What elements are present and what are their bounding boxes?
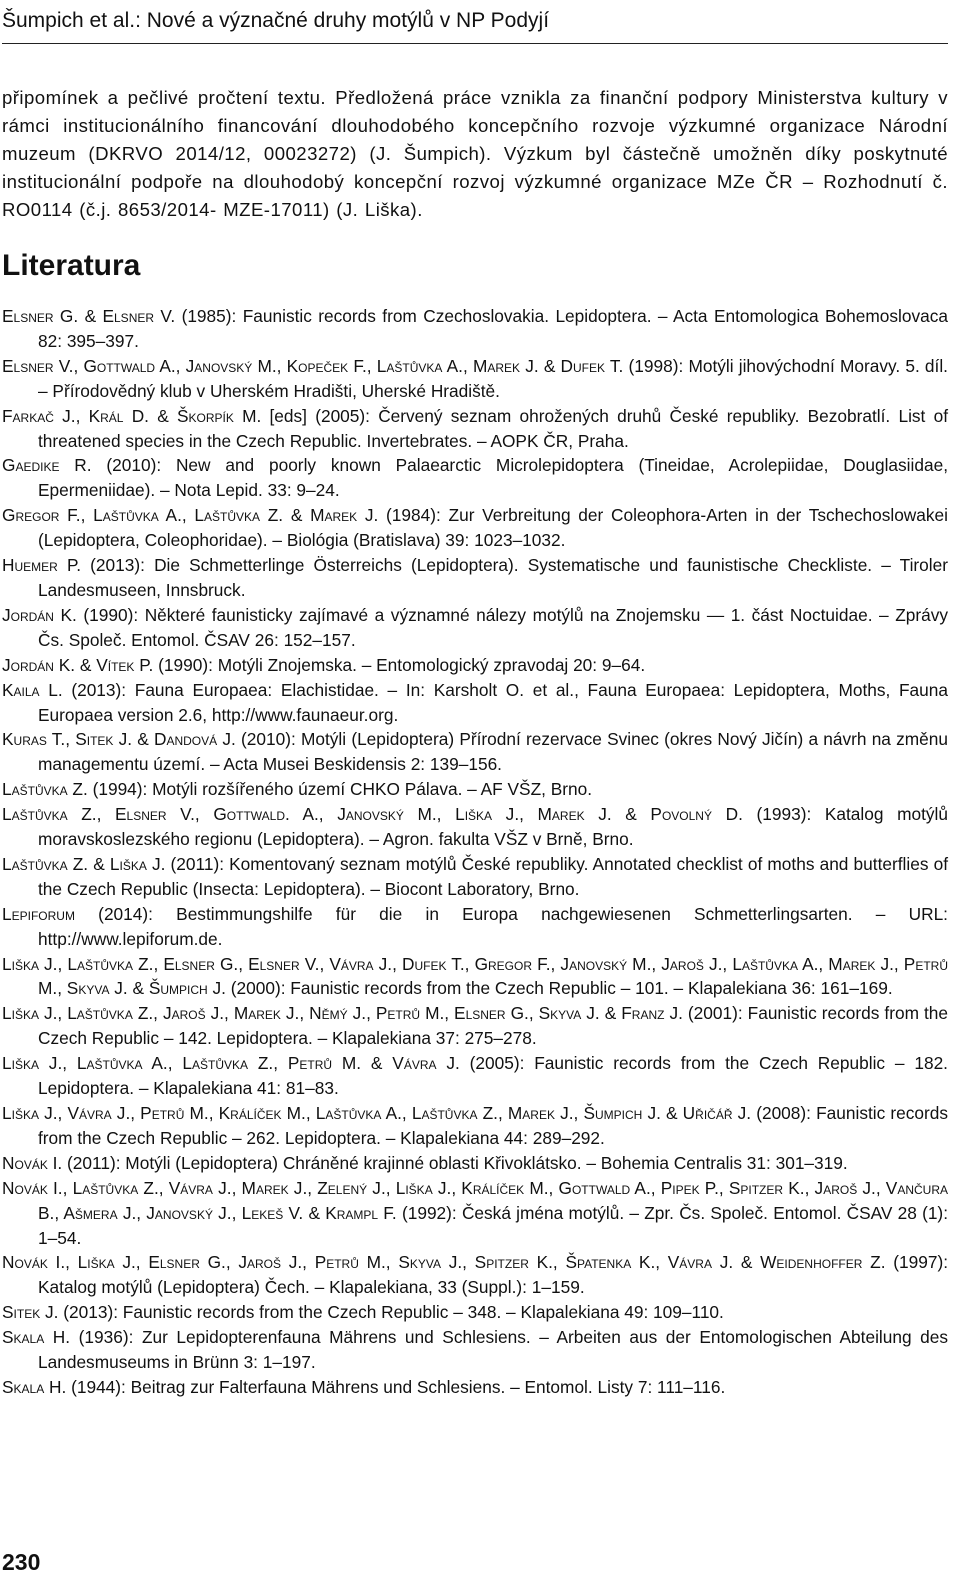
- reference-details: (1994): Motýli rozšířeného území CHKO Pálava. – AF VŠZ, Brno.: [87, 779, 593, 800]
- reference-details: [eds] (2005): Červený seznam ohrožených druhů České republiky. Bezobratlí. List of threatened species in the Czech Republic. Invertebrates. – AOPK ČR, Praha.: [38, 405, 949, 451]
- reference-details: (2008): Faunistic records from the Czech Republic – 262. Lepidoptera. – Klapalekiana 44: 289–292.: [38, 1103, 949, 1148]
- reference-entry: [2, 952, 948, 1002]
- reference-details: (2005): Faunistic records from the Czech Republic – 182. Lepidoptera. – Klapalekiana 41: 81–83.: [38, 1053, 948, 1099]
- reference-authors: Kaila L.: [2, 679, 63, 700]
- running-title: Šumpich et al.: Nové a význačné druhy motýlů v NP Podyjí: [2, 9, 550, 32]
- reference-details: (1990): Některé faunisticky zajímavé a významné nálezy motýlů na Znojemsku — 1. část Noctuidae. – Zprávy Čs. Společ. Entomol. ČSAV 26: 152–157.: [38, 604, 949, 650]
- reference-entry: [2, 553, 948, 603]
- reference-authors: Elsner G. & Elsner V.: [2, 306, 176, 326]
- reference-entry: [2, 1300, 948, 1325]
- reference-entry: [2, 727, 948, 777]
- reference-authors: Novák I.: [2, 1152, 63, 1173]
- reference-entry: [2, 1176, 948, 1251]
- reference-entry: [2, 902, 948, 952]
- reference-entry: [2, 852, 948, 902]
- reference-authors: Novák I., Liška J., Elsner G., Jaroš J., Petrů M., Skyva J., Spitzer K., Špatenka K., Vávra J. & Weidenhoffer Z.: [2, 1252, 886, 1273]
- reference-entry: [2, 678, 948, 728]
- reference-details: (2014): Bestimmungshilfe für die in Europa nachgewiesenen Schmetterlingsarten. – URL: http://www.lepiforum.de.: [38, 903, 948, 949]
- reference-details: (1985): Faunistic records from Czechoslovakia. Lepidoptera. – Acta Entomologica Bohemoslovaca 82: 395–397.: [38, 306, 948, 351]
- reference-details: (1936): Zur Lepidopterenfauna Mährens und Schlesiens. – Arbeiten aus der Entomologischen Abteilung des Landesmuseums in Brünn 3: 1–197.: [38, 1327, 949, 1373]
- reference-details: (2013): Faunistic records from the Czech Republic – 348. – Klapalekiana 49: 109–110.: [58, 1302, 724, 1323]
- reference-authors: Lepiforum: [2, 903, 75, 924]
- reference-details: (2010): Motýli (Lepidoptera) Přírodní rezervace Svinec (okres Nový Jičín) a návrh na změnu managementu území. – Acta Musei Beskidensis 2: 139–156.: [38, 729, 948, 775]
- reference-authors: Kuras T., Sitek J. & Dandová J.: [2, 729, 236, 750]
- reference-details: (2013): Die Schmetterlinge Österreichs (Lepidoptera). Systematische und faunistische Checkliste. – Tiroler Landesmuseen, Innsbruck.: [38, 555, 948, 600]
- reference-authors: Gaedike R.: [2, 455, 92, 476]
- reference-entry: [2, 1375, 948, 1400]
- reference-authors: Laštůvka Z., Elsner V., Gottwald. A., Janovský M., Liška J., Marek J. & Povolný D.: [2, 804, 743, 825]
- reference-details: (2010): New and poorly known Palaearctic Microlepidoptera (Tineidae, Acrolepiidae, Douglasiidae, Epermeniidae). – Nota Lepid. 33: 9–24.: [38, 455, 948, 501]
- reference-entry: [2, 1101, 948, 1151]
- reference-entry: [2, 802, 948, 852]
- reference-details: (2001): Faunistic records from the Czech Republic – 142. Lepidoptera. – Klapalekiana 37: 275–278.: [38, 1003, 948, 1049]
- reference-details: (1944): Beitrag zur Falterfauna Mährens und Schlesiens. – Entomol. Listy 7: 111–116.: [66, 1376, 726, 1397]
- reference-details: (1993): Katalog motýlů moravskoslezského regionu (Lepidoptera). – Agron. fakulta VŠZ v Brně, Brno.: [38, 804, 948, 850]
- reference-details: (1992): Česká jména motýlů. – Zpr. Čs. Společ. Entomol. ČSAV 28 (1): 1–54.: [38, 1202, 948, 1248]
- reference-authors: Jordán K.: [2, 604, 77, 625]
- reference-entry: [2, 1325, 948, 1375]
- reference-details: (2013): Fauna Europaea: Elachistidae. – In: Karsholt O. et al., Fauna Europaea: Lepidoptera, Moths, Fauna Europaea version 2.6, http://www.faunaeur.org.: [38, 679, 948, 725]
- reference-entry: [2, 1151, 948, 1176]
- reference-details: (1998): Motýli jihovýchodní Moravy. 5. díl. – Přírodovědný klub v Uherském Hradišti, Uherské Hradiště.: [38, 355, 948, 401]
- reference-details: (2000): Faunistic records from the Czech Republic – 101. – Klapalekiana 36: 161–169.: [225, 978, 893, 999]
- reference-entry: [2, 503, 948, 553]
- acknowledgement-paragraph: připomínek a pečlivé pročtení textu. Předložená práce vznikla za finanční podpory Ministerstva kultury v rámci institucionálního financování dlouhodobého koncepčního rozvoje výzkumné organizace Národní muzeum (DKRVO 2014/12, 00023272) (J. Šumpich). Výzkum byl částečně umožněn díky poskytnuté institucionální podpoře na dlouhodobý koncepční rozvoj výzkumné organizace MZe ČR – Rozhodnutí č. RO0114 (č.j. 8653/2014- MZE-17011) (J. Liška).: [2, 87, 948, 220]
- reference-authors: Skala H.: [2, 1376, 67, 1397]
- section-title-literatura: Literatura: [2, 249, 141, 282]
- reference-authors: Novák I., Laštůvka Z., Vávra J., Marek J., Zelený J., Liška J., Králíček M., Gottwald A., Pipek P., Spitzer K., Jaroš J., Vančura B., Ašmera J., Janovský J., Lekeš V. & Krampl F.: [2, 1177, 948, 1223]
- reference-entry: [2, 653, 948, 678]
- reference-authors: Elsner V., Gottwald A., Janovský M., Kopeček F., Laštůvka A., Marek J. & Dufek T.: [2, 355, 624, 376]
- reference-authors: Liška J., Laštůvka A., Laštůvka Z., Petrů M. & Vávra J.: [2, 1053, 460, 1074]
- reference-details: (2011): Motýli (Lepidoptera) Chráněné krajinné oblasti Křivoklátsko. – Bohemia Centralis 31: 301–319.: [62, 1152, 848, 1173]
- reference-authors: Liška J., Vávra J., Petrů M., Králíček M., Laštůvka A., Laštůvka Z., Marek J., Šumpich J. & Uřičář J.: [2, 1103, 752, 1123]
- reference-entry: [2, 354, 948, 404]
- reference-authors: Jordán K. & Vítek P.: [2, 654, 154, 675]
- reference-authors: Huemer P.: [2, 555, 82, 576]
- reference-entry: [2, 1250, 948, 1300]
- reference-entry: [2, 777, 948, 802]
- reference-authors: Gregor F., Laštůvka A., Laštůvka Z. & Marek J.: [2, 505, 379, 526]
- reference-entry: [2, 453, 948, 503]
- reference-entry: [2, 304, 948, 354]
- reference-entry: [2, 603, 948, 653]
- reference-entry: [2, 404, 948, 454]
- reference-details: (1984): Zur Verbreitung der Coleophora-Arten in der Tschechoslowakei (Lepidoptera, Coleophoridae). – Biológia (Bratislava) 39: 1023–1032.: [38, 505, 948, 551]
- reference-authors: Farkač J., Král D. & Škorpík M.: [2, 405, 262, 426]
- reference-entry: [2, 1001, 948, 1051]
- reference-authors: Skala H.: [2, 1327, 71, 1348]
- reference-authors: Liška J., Laštůvka Z., Elsner G., Elsner V., Vávra J., Dufek T., Gregor F., Janovský M., Jaroš J., Laštůvka A., Marek J., Petrů M., Skyva J. & Šumpich J.: [2, 953, 948, 999]
- reference-entry: [2, 1051, 948, 1101]
- page-number: 230: [2, 1549, 41, 1575]
- reference-authors: Laštůvka Z.: [2, 779, 88, 800]
- header-divider: [2, 43, 948, 44]
- reference-details: (1990): Motýli Znojemska. – Entomologický zpravodaj 20: 9–64.: [153, 654, 646, 675]
- reference-authors: Laštůvka Z. & Liška J.: [2, 853, 166, 874]
- reference-details: (1997): Katalog motýlů (Lepidoptera) Čech. – Klapalekiana, 33 (Suppl.): 1–159.: [38, 1252, 948, 1298]
- reference-details: (2011): Komentovaný seznam motýlů České republiky. Annotated checklist of moths and butterflies of the Czech Republic (Insecta: Lepidoptera). – Biocont Laboratory, Brno.: [38, 853, 948, 899]
- reference-authors: Sitek J.: [2, 1302, 59, 1323]
- reference-list: [2, 304, 948, 1400]
- reference-authors: Liška J., Laštůvka Z., Jaroš J., Marek J., Němý J., Petrů M., Elsner G., Skyva J. & Franz J.: [2, 1003, 683, 1024]
